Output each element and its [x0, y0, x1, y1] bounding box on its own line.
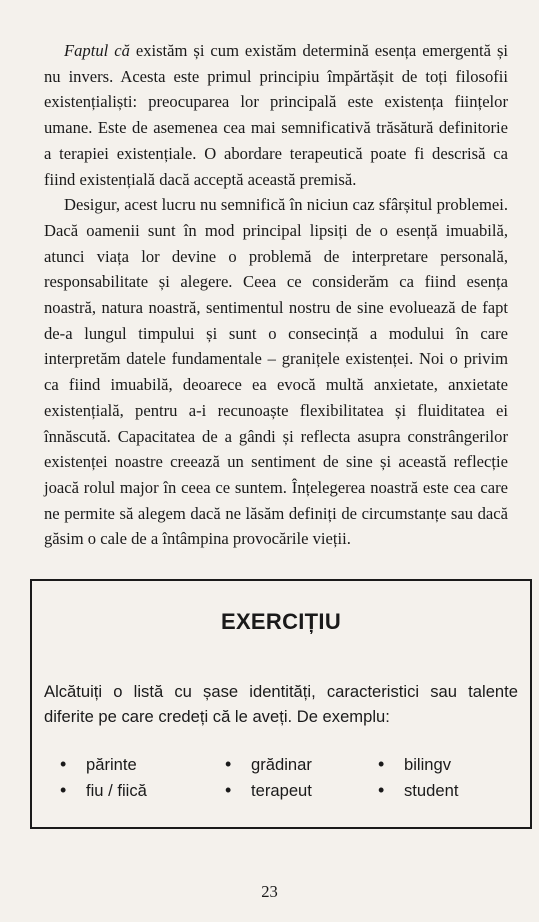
list-item-label: fiu / fiică — [86, 781, 147, 800]
list-item — [60, 754, 137, 775]
list-item — [60, 780, 147, 801]
bullet-icon: • — [60, 780, 67, 800]
paragraph-2: Desigur, acest lucru nu semnifică în niciun caz sfârșitul problemei. Dacă oamenii sunt în mod principal lipsiți de o esență imuabilă, atunci viața lor devine o problemă de interpretare personală, responsabilitate și alegere. Ceea ce considerăm ca fiind esența noastră, natura noastră, sentimentul nostru de sine evoluează de fapt de-a lungul timpului și sunt o consecință a modului în care interpretăm datele fundamentale – granițele existenței. Noi o privim ca fiind imuabilă, deoarece ea evocă multă anxietate, anxietate existențială, pentru a-i recunoaște flexibilitatea și fluiditatea ei înnăscută. Capacitatea de a gândi și reflecta asupra constrângerilor existenței noastre creează un sentiment de sine și această reflecție joacă rolul major în ceea ce suntem. Înțelegerea noastră este cea care ne permite să alegem dacă ne lăsăm definiți de circumstanțe sau dacă găsim o cale de a întâmpina provocările vieții. — [44, 195, 508, 549]
list-item-label: student — [404, 781, 459, 800]
exercise-box — [30, 579, 532, 829]
list-item — [378, 780, 458, 801]
exercise-title: EXERCIȚIU — [220, 609, 342, 634]
page-number: 23 — [261, 882, 278, 901]
list-item-label: grădinar — [251, 755, 312, 774]
exercise-instructions: Alcătuiți o listă cu șase identități, caracteristici sau talente diferite pe care credeți că le aveți. De exemplu: — [44, 682, 518, 726]
example-list — [60, 754, 500, 806]
list-item-label: bilingv — [404, 755, 452, 774]
example-row — [60, 780, 500, 806]
body-text — [44, 38, 508, 552]
italic-lead: Faptul că — [64, 41, 130, 60]
list-item — [378, 754, 451, 775]
bullet-icon: • — [60, 754, 67, 774]
bullet-icon: • — [225, 754, 232, 774]
list-item — [225, 754, 312, 775]
example-row — [60, 754, 500, 780]
list-item — [225, 780, 312, 801]
bullet-icon: • — [225, 780, 232, 800]
bullet-icon: • — [378, 780, 385, 800]
bullet-icon: • — [378, 754, 385, 774]
list-item-label: părinte — [86, 755, 137, 774]
paragraph-1 — [44, 38, 508, 192]
paragraph-1-text: existăm și cum existăm determină esența emergentă și nu invers. Acesta este primul principiu împărtășit de toți filosofii existențialiști: preocuparea lor principală este existența ființelor umane. Este de asemenea cea mai semnificativă trăsătură definitorie a terapiei existențiale. O abordare terapeutică poate fi descrisă ca fiind existențială dacă acceptă această premisă. — [44, 41, 509, 189]
list-item-label: terapeut — [251, 781, 312, 800]
